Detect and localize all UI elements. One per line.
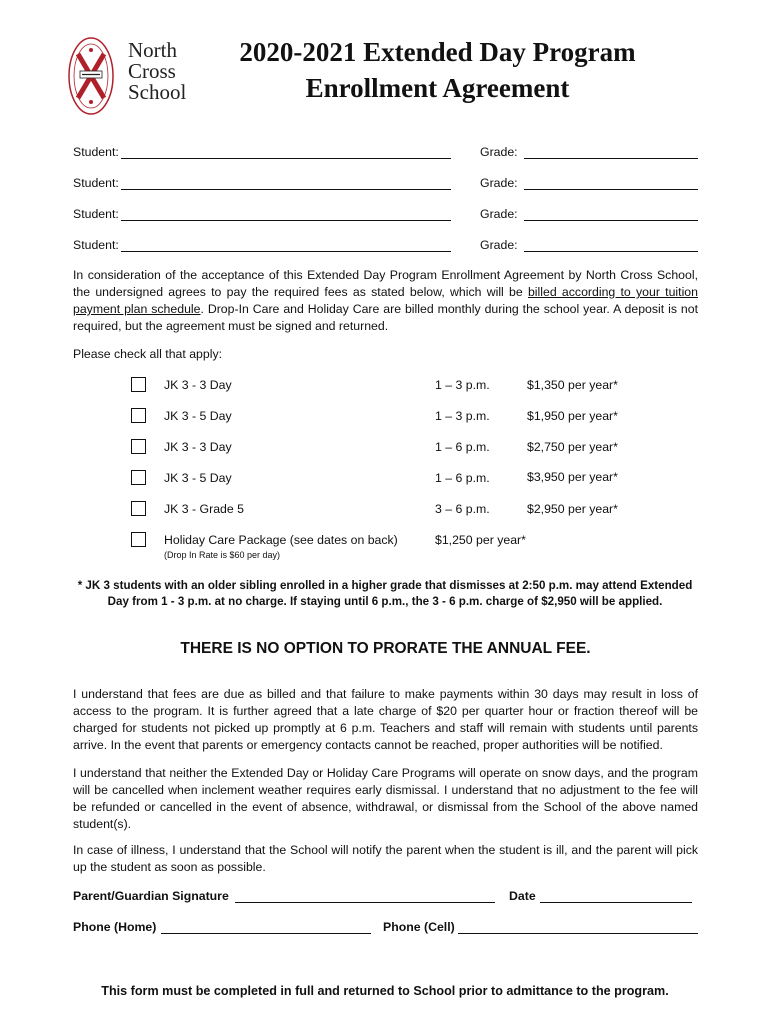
option-checkbox[interactable]: [131, 501, 146, 516]
footnote-line-2: Day from 1 - 3 p.m. at no charge. If staying until 6 p.m., the 3 - 6 p.m. charge of $2,950 will be applied.: [107, 595, 663, 608]
no-prorate-heading: THERE IS NO OPTION TO PRORATE THE ANNUAL FEE.: [180, 640, 591, 657]
grade-field[interactable]: [524, 177, 698, 190]
title-line-1: 2020-2021 Extended Day Program: [239, 37, 636, 67]
logo-line: School: [128, 80, 187, 104]
student-name-field[interactable]: [121, 208, 451, 221]
footnote-line-1: * JK 3 students with an older sibling enrolled in a higher grade that dismisses at 2:50 p.m. may attend Extended: [77, 579, 693, 592]
grade-field[interactable]: [524, 208, 698, 221]
option-price: $1,350 per year*: [527, 378, 618, 392]
grade-field[interactable]: [524, 146, 698, 159]
illness-paragraph: In case of illness, I understand that the School will notify the parent when the student is ill, and the parent will pick up the student as soon as possible.: [73, 843, 698, 874]
holiday-checkbox[interactable]: [131, 532, 146, 547]
intro-text: . Drop-In Care and Holiday Care are billed monthly during the school year. A deposit is not required, but the agreement must be signed and returned.: [73, 302, 698, 333]
option-program: JK 3 - 5 Day: [164, 471, 232, 485]
logo-line: North: [128, 38, 177, 62]
school-name: [128, 40, 186, 103]
option-checkbox[interactable]: [131, 377, 146, 392]
option-time: 1 – 3 p.m.: [435, 409, 490, 423]
grade-label: Grade:: [480, 207, 518, 221]
option-price: $2,750 per year*: [527, 440, 618, 454]
student-label: Student:: [73, 145, 119, 159]
fees-paragraph: I understand that fees are due as billed and that failure to make payments within 30 days may result in loss of access to the program. It is further agreed that a late charge of $20 per quarter hour or fraction thereof will be charged for students not picked up promptly at 6 p.m. Teachers and staff will remain with students until parents arrive. In the event that parents or emergency contacts cannot be reached, proper authorities will be notified.: [73, 687, 698, 752]
intro-underlined-text: billed according to your tuition payment plan schedule: [73, 285, 698, 316]
snow-days-paragraph: I understand that neither the Extended Day or Holiday Care Programs will operate on snow days, and the program will be cancelled when inclement weather requires early dismissal. I understand that no adjustment to the fee will be refunded or cancelled in the event of absence, withdrawal, or dismissal from the School of the above named student(s).: [73, 766, 698, 831]
option-checkbox[interactable]: [131, 408, 146, 423]
student-label: Student:: [73, 207, 119, 221]
check-prompt: Please check all that apply:: [73, 347, 223, 361]
option-program: JK 3 - 5 Day: [164, 409, 232, 423]
date-field[interactable]: [540, 890, 692, 903]
option-time: 3 – 6 p.m.: [435, 502, 490, 516]
page-title: [210, 34, 665, 106]
phone-cell-field[interactable]: [458, 921, 698, 934]
option-time: 1 – 3 p.m.: [435, 378, 490, 392]
option-price: $2,950 per year*: [527, 502, 618, 516]
school-seal-icon: [68, 36, 114, 116]
grade-label: Grade:: [480, 238, 518, 252]
holiday-price: $1,250 per year*: [435, 533, 526, 547]
closing-instruction: This form must be completed in full and returned to School prior to admittance to the program.: [101, 984, 669, 998]
student-label: Student:: [73, 176, 119, 190]
grade-field[interactable]: [524, 239, 698, 252]
grade-label: Grade:: [480, 145, 518, 159]
option-program: JK 3 - 3 Day: [164, 440, 232, 454]
grade-label: Grade:: [480, 176, 518, 190]
sibling-footnote: [60, 578, 710, 610]
student-label: Student:: [73, 238, 119, 252]
student-name-field[interactable]: [121, 239, 451, 252]
option-time: 1 – 6 p.m.: [435, 471, 490, 485]
date-label: Date: [509, 889, 536, 903]
phone-cell-label: Phone (Cell): [383, 920, 455, 934]
drop-in-rate-note: (Drop In Rate is $60 per day): [164, 550, 281, 560]
school-logo: [68, 36, 188, 116]
phone-home-label: Phone (Home): [73, 920, 157, 934]
student-name-field[interactable]: [121, 177, 451, 190]
intro-paragraph: [73, 267, 698, 335]
parent-signature-label: Parent/Guardian Signature: [73, 889, 229, 903]
option-time: 1 – 6 p.m.: [435, 440, 490, 454]
option-program: JK 3 - 3 Day: [164, 378, 232, 392]
option-program: JK 3 - Grade 5: [164, 502, 244, 516]
parent-signature-field[interactable]: [235, 890, 495, 903]
option-price: $3,950 per year*: [527, 470, 618, 484]
intro-text: In consideration of the acceptance of this Extended Day Program Enrollment Agreement by North Cross School, the undersigned agrees to pay the required fees as stated below, which will be: [73, 268, 698, 299]
option-checkbox[interactable]: [131, 439, 146, 454]
option-price: $1,950 per year*: [527, 409, 618, 423]
holiday-program: Holiday Care Package (see dates on back): [164, 533, 398, 547]
title-line-2: Enrollment Agreement: [305, 73, 570, 103]
logo-line: Cross: [128, 59, 176, 83]
phone-home-field[interactable]: [161, 921, 371, 934]
student-name-field[interactable]: [121, 146, 451, 159]
option-checkbox[interactable]: [131, 470, 146, 485]
